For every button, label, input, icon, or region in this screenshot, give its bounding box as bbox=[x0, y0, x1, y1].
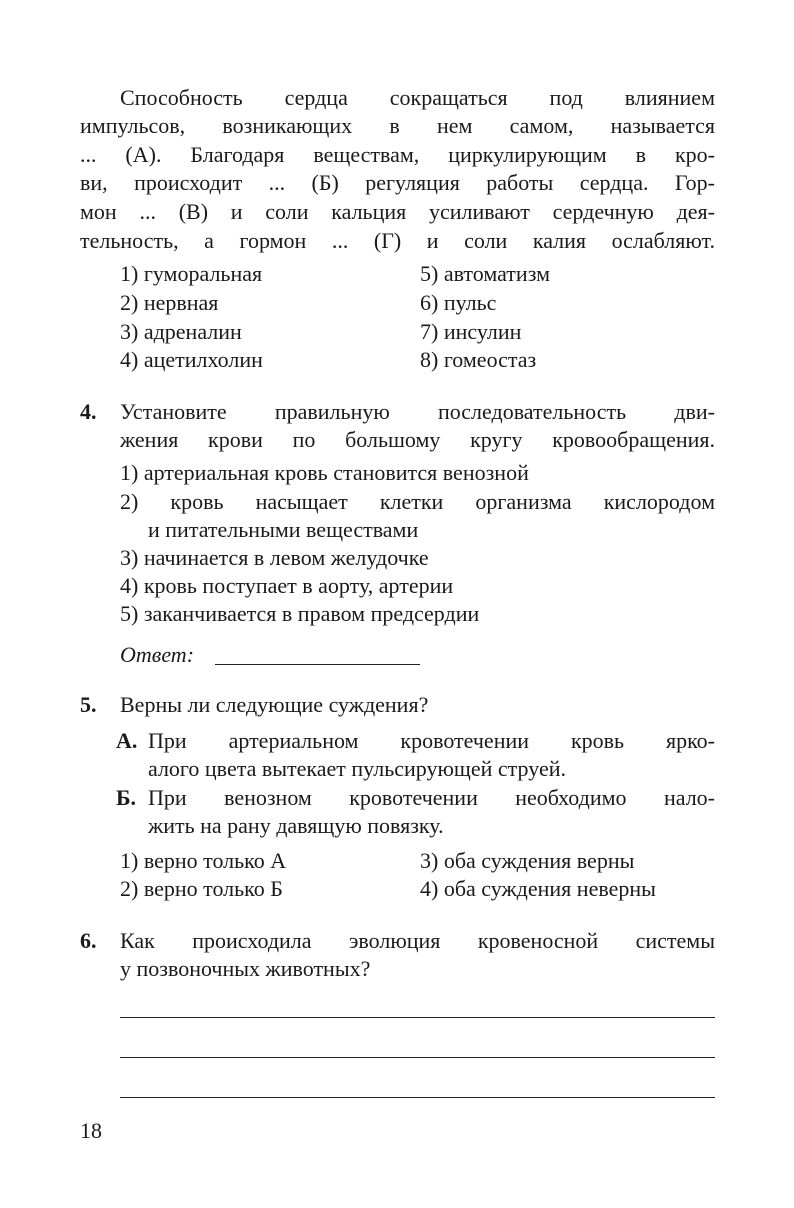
answer-input-line[interactable] bbox=[215, 664, 420, 665]
sequence-item: 4) кровь поступает в аорту, артерии bbox=[120, 573, 454, 598]
intro-line: ви, происходит ... (Б) регуляция работы сердца. Гор- bbox=[80, 170, 715, 195]
answer-line[interactable] bbox=[120, 1057, 715, 1058]
sequence-item: 5) заканчивается в правом предсердии bbox=[120, 601, 480, 626]
sequence-item: 1) артериальная кровь становится венозной bbox=[120, 460, 529, 485]
question-number: 6. bbox=[80, 928, 97, 953]
statement-text: При венозном кровотечении необходимо нало- bbox=[148, 785, 715, 810]
option: 5) автоматизм bbox=[420, 261, 550, 286]
answer-line[interactable] bbox=[120, 1017, 715, 1018]
sequence-item: и питательными веществами bbox=[148, 517, 419, 542]
question-text: у позвоночных животных? bbox=[120, 956, 371, 981]
statement-label: Б. bbox=[116, 785, 137, 810]
intro-line: ... (А). Благодаря веществам, циркулирующим в кро- bbox=[80, 142, 715, 167]
intro-line: мон ... (В) и соли кальция усиливают сердечную дея- bbox=[80, 199, 715, 224]
answer-label: Ответ: bbox=[120, 642, 195, 667]
statement-text: При артериальном кровотечении кровь ярко- bbox=[148, 728, 715, 753]
question-number: 5. bbox=[80, 692, 97, 717]
question-number: 4. bbox=[80, 399, 97, 424]
question-text: Установите правильную последовательность дви- bbox=[120, 399, 715, 424]
option: 4) ацетилхолин bbox=[120, 347, 263, 372]
question-text: жения крови по большому кругу кровообращения. bbox=[120, 427, 715, 452]
answer-line[interactable] bbox=[120, 1097, 715, 1098]
option: 3) оба суждения верны bbox=[420, 848, 635, 873]
option: 4) оба суждения неверны bbox=[420, 876, 656, 901]
option: 3) адреналин bbox=[120, 319, 242, 344]
sequence-item: 3) начинается в левом желудочке bbox=[120, 545, 429, 570]
option: 1) верно только А bbox=[120, 848, 287, 873]
option: 1) гуморальная bbox=[120, 261, 263, 286]
intro-line: тельность, а гормон ... (Г) и соли калия ослабляют. bbox=[80, 228, 715, 253]
question-text: Как происходила эволюция кровеносной системы bbox=[120, 928, 715, 953]
page-number: 18 bbox=[80, 1118, 102, 1143]
option: 8) гомеостаз bbox=[420, 347, 537, 372]
intro-line: Способность сердца сокращаться под влиянием bbox=[120, 85, 715, 110]
statement-text: жить на рану давящую повязку. bbox=[148, 813, 444, 838]
option: 2) нервная bbox=[120, 290, 219, 315]
sequence-item: 2) кровь насыщает клетки организма кислородом bbox=[120, 489, 715, 514]
option: 7) инсулин bbox=[420, 319, 522, 344]
intro-line: импульсов, возникающих в нем самом, называется bbox=[80, 113, 715, 138]
statement-text: алого цвета вытекает пульсирующей струей. bbox=[148, 756, 566, 781]
option: 2) верно только Б bbox=[120, 876, 283, 901]
question-text: Верны ли следующие суждения? bbox=[120, 692, 429, 717]
option: 6) пульс bbox=[420, 290, 497, 315]
statement-label: А. bbox=[116, 728, 138, 753]
